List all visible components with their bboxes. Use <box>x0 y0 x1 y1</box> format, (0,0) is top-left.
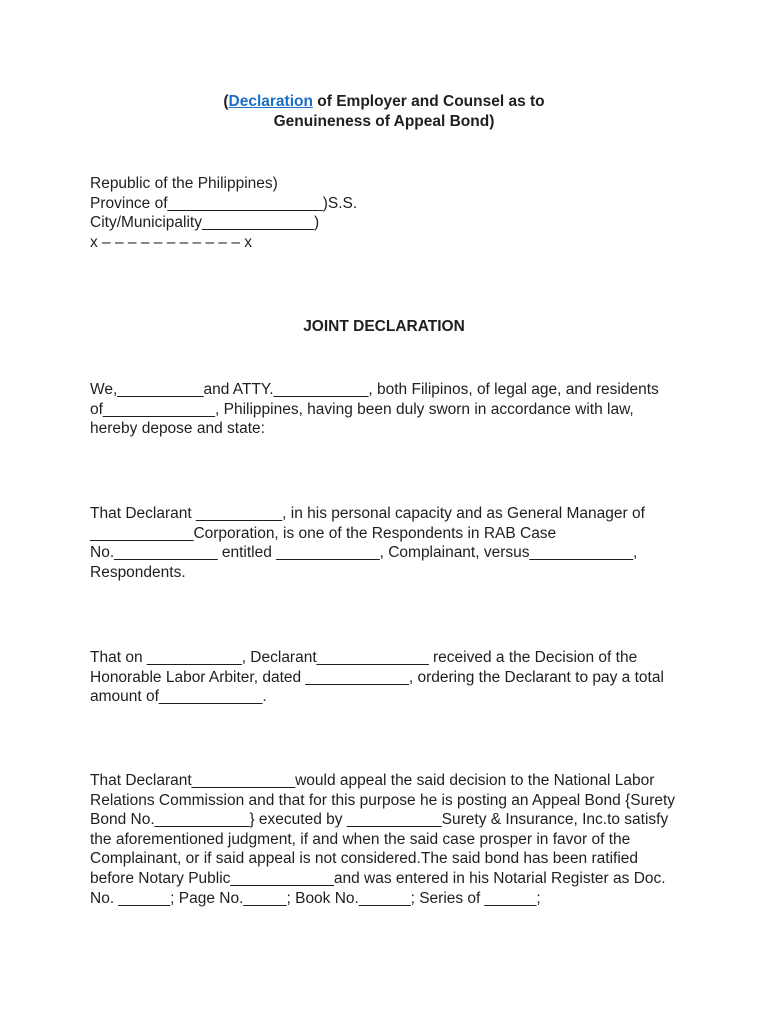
venue-separator: x – – – – – – – – – – – x <box>90 233 253 251</box>
venue-city: City/Municipality_____________) <box>90 214 320 232</box>
declaration-link[interactable]: Declaration <box>228 93 313 110</box>
venue-republic: Republic of the Philippines) <box>90 175 278 192</box>
title-open-paren: ( <box>223 93 229 110</box>
paragraph-intro: We,__________and ATTY.___________, both Filipinos, of legal age, and residents of_____________, Philippines, having been duly sworn in accordance with law, hereby depose and state: <box>90 381 659 438</box>
venue-province: Province of__________________)S.S. <box>90 194 358 212</box>
document-title <box>0 92 768 132</box>
venue-block <box>90 174 685 252</box>
joint-declaration-heading: JOINT DECLARATION <box>303 318 465 335</box>
paragraph-appeal-bond: That Declarant____________would appeal the said decision to the National Labor Relations Commission and that for this purpose he is posting an Appeal Bond {Surety Bond No.___________} executed by ___________Surety & Insurance, Inc.to satisfy the aforementioned judgment, if and when the said case prosper in favor of the Complainant, or if said appeal is not considered.The said bond has been ratified before Notary Public____________and was entered in his Notarial Register as Doc. No. ______; Page No._____; Book No.______; Series of ______; <box>90 772 676 907</box>
title-line-1-rest: of Employer and Counsel as to <box>312 93 545 110</box>
paragraph-declarant-capacity: That Declarant __________, in his personal capacity and as General Manager of ____________Corporation, is one of the Respondents in RAB Case No.____________ entitled ____________, Complainant, versus____________, Respondents. <box>90 505 645 581</box>
title-line-1 <box>0 92 768 112</box>
title-line-2: Genuineness of Appeal Bond) <box>273 113 495 130</box>
paragraph-decision-received: That on ___________, Declarant_____________ received a the Decision of the Honorable Labor Arbiter, dated ____________, ordering the Declarant to pay a total amount of____________. <box>90 649 664 706</box>
